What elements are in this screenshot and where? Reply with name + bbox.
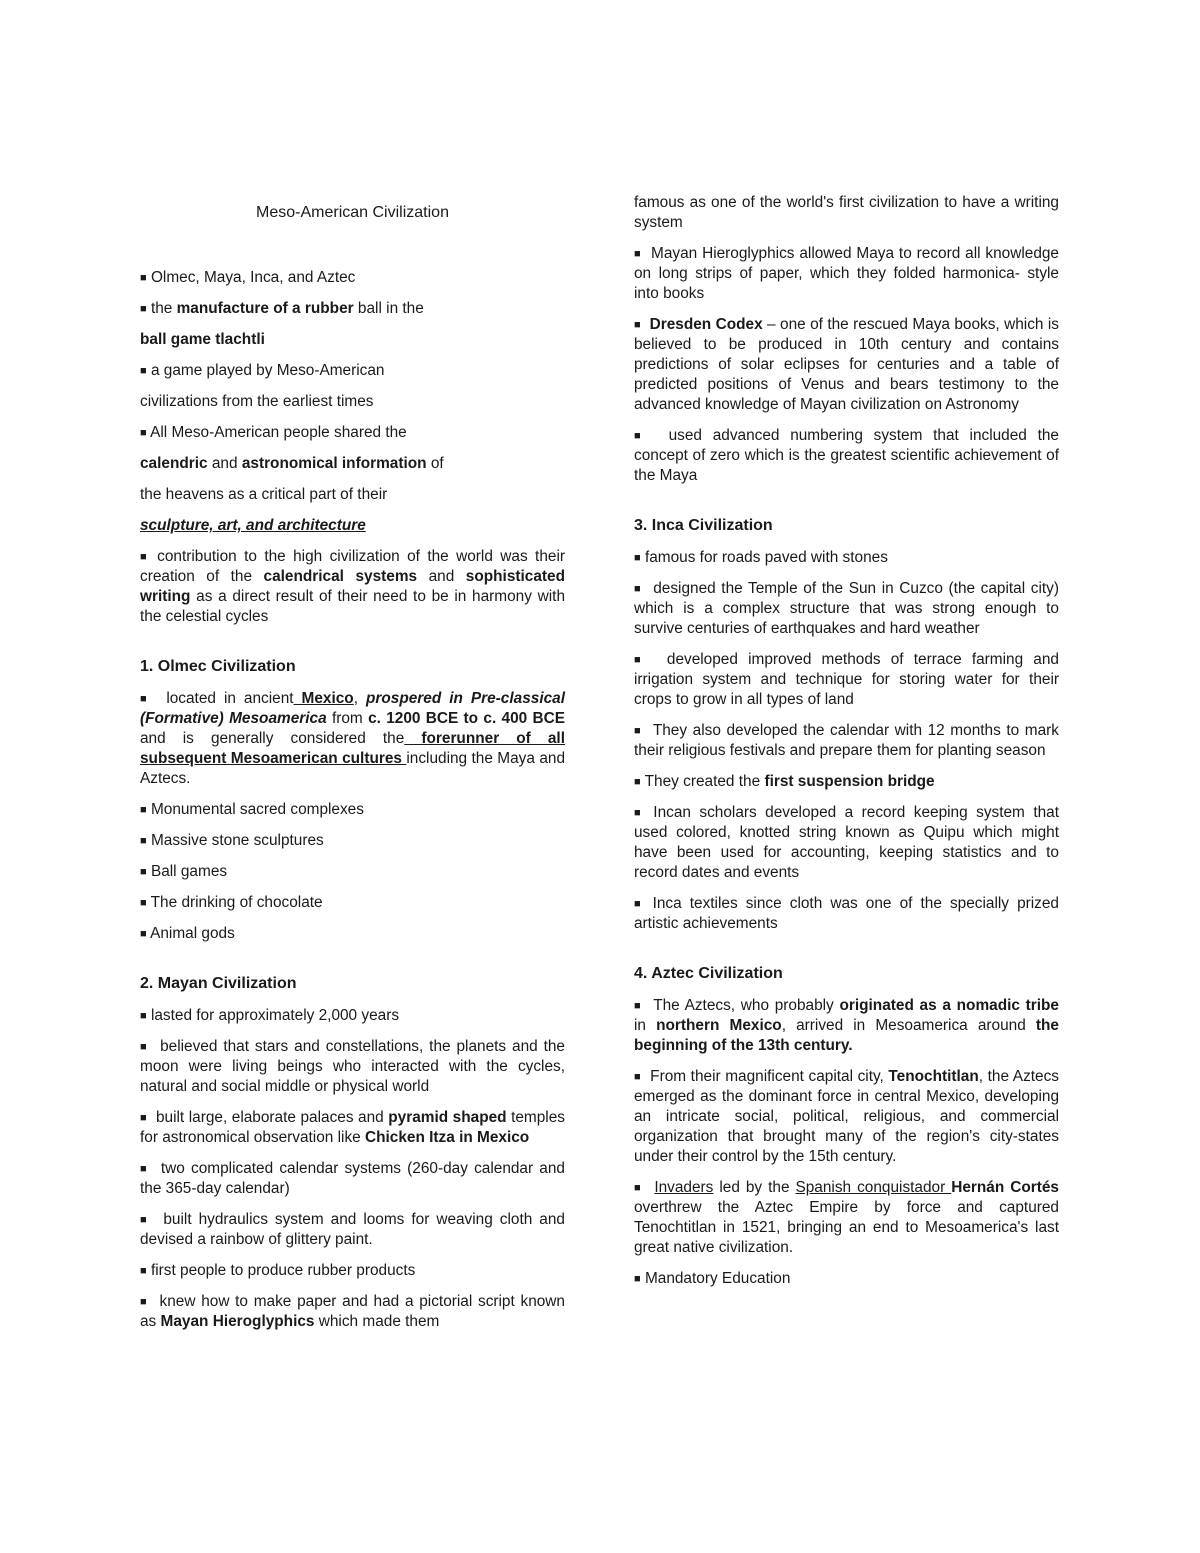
section-heading-olmec: 1. Olmec Civilization: [140, 658, 296, 675]
bullet-icon: ■: [140, 928, 147, 940]
bullet-icon: ■: [140, 272, 147, 284]
list-item: ■ two complicated calendar systems (260-day calendar and the 365-day calendar): [140, 1160, 565, 1197]
list-item: ■ believed that stars and constellations, the planets and the moon were living beings who interacted with the cycles, natural and social middle or physical world: [140, 1038, 565, 1095]
bullet-icon: ■: [140, 365, 147, 377]
list-item: ■ Mandatory Education: [634, 1270, 791, 1287]
list-item: ■ Massive stone sculptures: [140, 832, 324, 849]
list-item: ■ Inca textiles since cloth was one of the specially prized artistic achievements: [634, 895, 1059, 932]
text-line: calendric and astronomical information of: [140, 455, 444, 472]
bullet-icon: ■: [140, 551, 150, 563]
bullet-icon: ■: [140, 835, 147, 847]
bullet-icon: ■: [140, 804, 147, 816]
list-item: ■ designed the Temple of the Sun in Cuzco (the capital city) which is a complex structure that was strong enough to survive centuries of earthquakes and hard weather: [634, 580, 1059, 637]
bullet-icon: ■: [634, 898, 645, 910]
text-line: civilizations from the earliest times: [140, 393, 374, 410]
list-item: ■ All Meso-American people shared the: [140, 424, 407, 441]
list-item: ■ Dresden Codex – one of the rescued Maya books, which is believed to be produced in 10th century and contains predictions of solar eclipses for centuries and a table of predicted positions of Venus and bears testimony to the advanced knowledge of Mayan civilization on Astronomy: [634, 316, 1059, 413]
list-item: ■ Monumental sacred complexes: [140, 801, 364, 818]
bullet-icon: ■: [140, 1163, 149, 1175]
bullet-icon: ■: [634, 776, 641, 788]
list-item: ■ From their magnificent capital city, Tenochtitlan, the Aztecs emerged as the dominant force in central Mexico, developing an intricate social, political, religious, and commercial organization that brought many of the region's city-states under their control by the 15th century.: [634, 1068, 1059, 1165]
document-title: Meso-American Civilization: [256, 204, 449, 221]
list-item: ■ famous for roads paved with stones: [634, 549, 888, 566]
list-item: ■ the manufacture of a rubber ball in the: [140, 300, 424, 317]
bullet-icon: ■: [634, 807, 645, 819]
section-heading-aztec: 4. Aztec Civilization: [634, 965, 783, 982]
bullet-icon: ■: [140, 1010, 147, 1022]
bullet-icon: ■: [140, 1265, 147, 1277]
bullet-icon: ■: [634, 1000, 643, 1012]
list-item: ■ built hydraulics system and looms for weaving cloth and devised a rainbow of glittery paint.: [140, 1211, 565, 1248]
bullet-icon: ■: [140, 897, 147, 909]
list-item: ■ Incan scholars developed a record keeping system that used colored, knotted string known as Quipu which might have been used for accounting, keeping statistics and to record dates and events: [634, 804, 1059, 881]
bullet-icon: ■: [634, 725, 642, 737]
section-heading-maya: 2. Mayan Civilization: [140, 975, 297, 992]
bullet-icon: ■: [634, 583, 642, 595]
list-item: ■ They also developed the calendar with 12 months to mark their religious festivals and prepare them for planting season: [634, 722, 1059, 759]
list-item: ■ Ball games: [140, 863, 228, 880]
list-item: ■ developed improved methods of terrace farming and irrigation system and technique for storing water for their crops to grow in all types of land: [634, 651, 1059, 708]
bullet-icon: ■: [140, 1112, 147, 1124]
bullet-icon: ■: [634, 430, 648, 442]
bullet-icon: ■: [140, 693, 151, 705]
list-item: ■ built large, elaborate palaces and pyramid shaped temples for astronomical observation like Chicken Itza in Mexico: [140, 1109, 565, 1146]
list-item: ■ first people to produce rubber products: [140, 1262, 416, 1279]
bullet-icon: ■: [140, 1041, 149, 1053]
bullet-icon: ■: [140, 1296, 149, 1308]
list-item: ■ a game played by Meso-American: [140, 362, 385, 379]
list-item: ■ Mayan Hieroglyphics allowed Maya to record all knowledge on long strips of paper, which they folded harmonica- style into books: [634, 245, 1059, 302]
list-item: ■ Invaders led by the Spanish conquistador Hernán Cortés overthrew the Aztec Empire by force and captured Tenochtitlan in 1521, bringing an end to Mesoamerica's last great native civilization.: [634, 1179, 1059, 1256]
list-item: ■ used advanced numbering system that included the concept of zero which is the greatest scientific achievement of the Maya: [634, 427, 1059, 484]
bullet-icon: ■: [140, 866, 147, 878]
left-column: [140, 203, 565, 1343]
bullet-icon: ■: [634, 552, 641, 564]
text-line: ball game tlachtli: [140, 331, 265, 348]
list-item: ■ Animal gods: [140, 925, 235, 942]
bullet-icon: ■: [634, 248, 642, 260]
bullet-icon: ■: [140, 427, 147, 439]
list-item: ■ They created the first suspension bridge: [634, 773, 935, 790]
list-item: ■ knew how to make paper and had a pictorial script known as Mayan Hieroglyphics which made them: [140, 1293, 565, 1330]
section-heading-inca: 3. Inca Civilization: [634, 517, 773, 534]
list-item: ■ The drinking of chocolate: [140, 894, 323, 911]
bullet-icon: ■: [140, 1214, 150, 1226]
list-item: ■ contribution to the high civilization of the world was their creation of the calendrical systems and sophisticated writing as a direct result of their need to be in harmony with the celestial cycles: [140, 548, 565, 625]
list-item: ■ lasted for approximately 2,000 years: [140, 1007, 400, 1024]
right-column: [634, 193, 1059, 1300]
bullet-icon: ■: [140, 303, 147, 315]
bullet-icon: ■: [634, 1182, 643, 1194]
list-item: ■ The Aztecs, who probably originated as a nomadic tribe in northern Mexico, arrived in Mesoamerica around the beginning of the 13th century.: [634, 997, 1059, 1054]
bullet-icon: ■: [634, 654, 647, 666]
text-line: sculpture, art, and architecture: [140, 517, 366, 534]
bullet-icon: ■: [634, 1273, 641, 1285]
text-line: the heavens as a critical part of their: [140, 486, 388, 503]
list-item: ■ Olmec, Maya, Inca, and Aztec: [140, 269, 356, 286]
bullet-icon: ■: [634, 319, 641, 331]
bullet-icon: ■: [634, 1071, 641, 1083]
list-item: ■ located in ancient Mexico, prospered in Pre-classical (Formative) Mesoamerica from c. 1200 BCE to c. 400 BCE and is generally considered the forerunner of all subsequent Mesoamerican cultures including the Maya and Aztecs.: [140, 690, 565, 787]
text-paragraph: famous as one of the world's first civilization to have a writing system: [634, 194, 1059, 231]
